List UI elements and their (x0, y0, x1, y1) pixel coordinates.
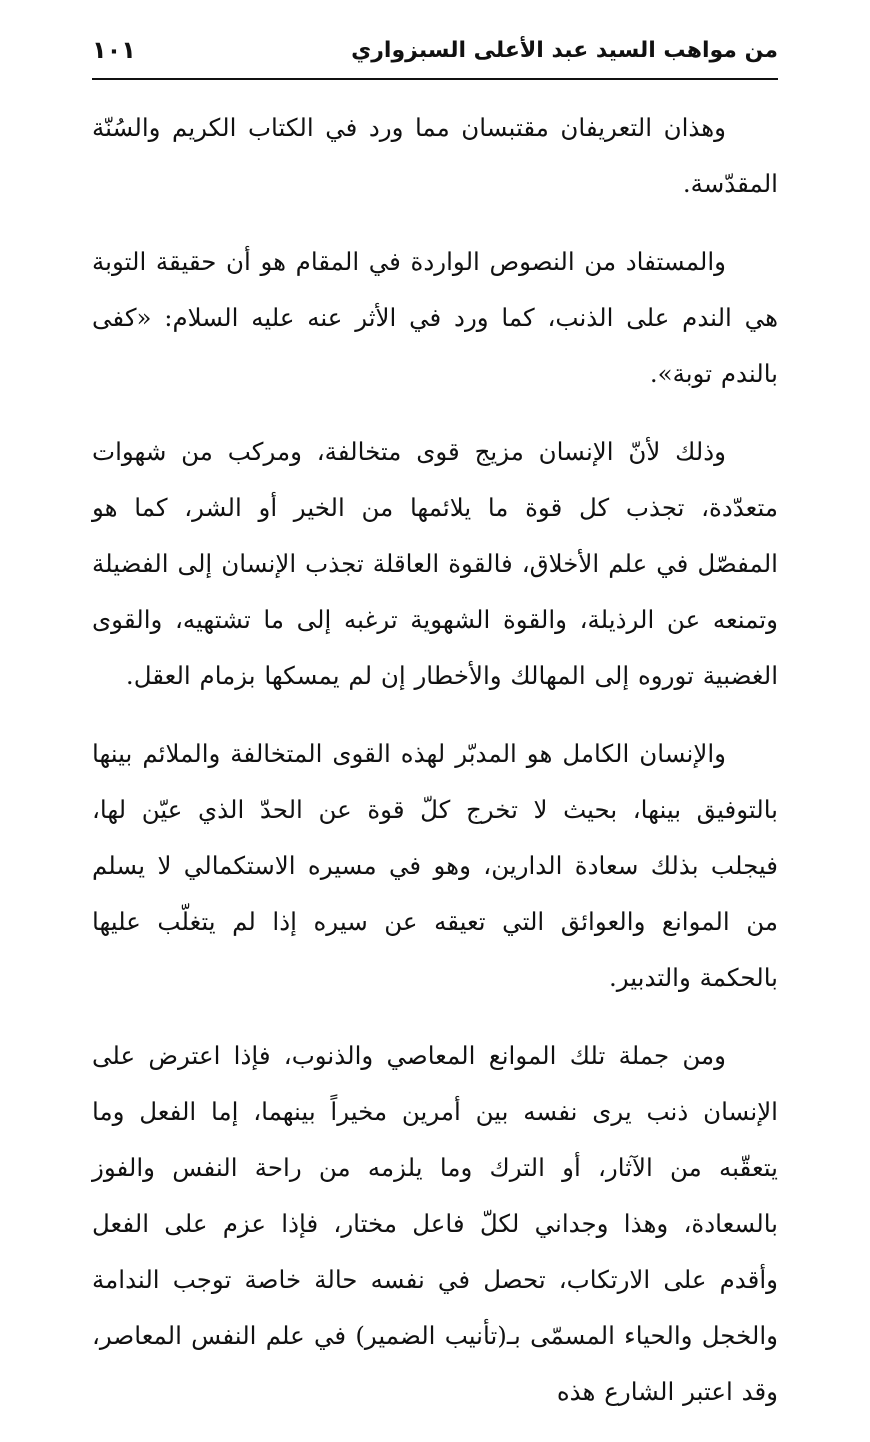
paragraph: وذلك لأنّ الإنسان مزيج قوى متخالفة، ومركب من شهوات متعدّدة، تجذب كل قوة ما يلائمها من الخير أو الشر، كما هو المفصّل في علم الأخلاق، فالقوة العاقلة تجذب الإنسان إلى الفضيلة وتمنعه عن الرذيلة، والقوة الشهوية ترغبه إلى ما تشتهيه، والقوى الغضبية توروه إلى المهالك والأخطار إن لم يمسكها بزمام العقل. (92, 437, 778, 690)
page-header (92, 30, 778, 70)
paragraph: وهذان التعريفان مقتبسان مما ورد في الكتاب الكريم والسُنّة المقدّسة. (92, 113, 778, 198)
paragraph: والمستفاد من النصوص الواردة في المقام هو أن حقيقة التوبة هي الندم على الذنب، كما ورد في الأثر عنه عليه السلام: «كفى بالندم توبة». (92, 247, 778, 388)
paragraph: ومن جملة تلك الموانع المعاصي والذنوب، فإذا اعترض على الإنسان ذنب يرى نفسه بين أمرين مخيراً بينهما، إما الفعل وما يتعقّبه من الآثار، أو الترك وما يلزمه من راحة النفس والفوز بالسعادة، وهذا وجداني لكلّ فاعل مختار، فإذا عزم على الفعل وأقدم على الارتكاب، تحصل في نفسه حالة خاصة توجب الندامة والخجل والحياء المسمّى بـ(تأنيب الضمير) في علم النفس المعاصر، وقد اعتبر الشارع هذه (92, 1041, 778, 1406)
body-text (92, 100, 778, 1442)
page-number: ١٠١ (92, 36, 136, 64)
paragraph: والإنسان الكامل هو المدبّر لهذه القوى المتخالفة والملائم بينها بالتوفيق بينها، بحيث لا تخرج كلّ قوة عن الحدّ الذي عيّن لها، فيجلب بذلك سعادة الدارين، وهو في مسيره الاستكمالي لا يسلم من الموانع والعوائق التي تعيقه عن سيره إذا لم يتغلّب عليها بالحكمة والتدبير. (92, 739, 778, 992)
running-title: من مواهب السيد عبد الأعلى السبزواري (351, 37, 778, 63)
header-rule (92, 78, 778, 80)
